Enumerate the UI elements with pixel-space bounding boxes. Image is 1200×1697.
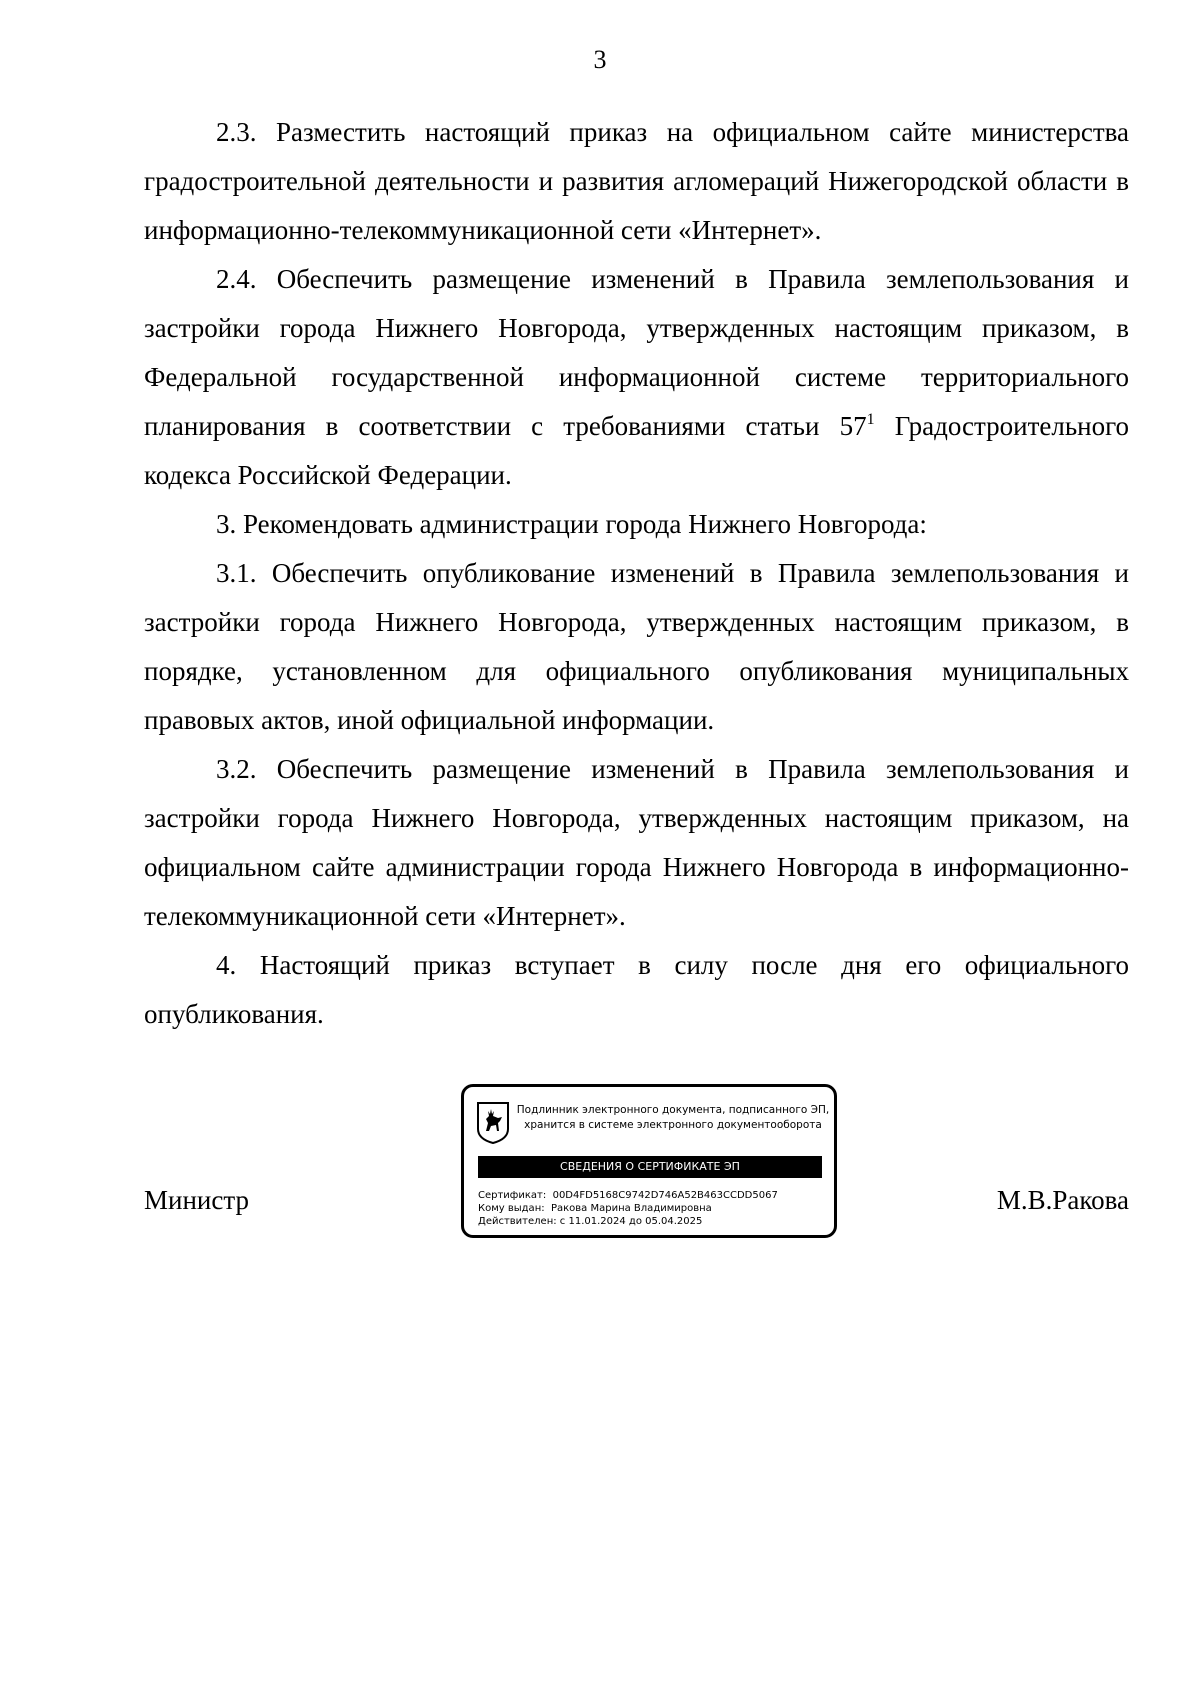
- issued-to-row: [478, 1202, 828, 1215]
- page-number: 3: [593, 45, 607, 74]
- issued-to-value: Ракова Марина Владимировна: [550, 1203, 712, 1214]
- certificate-info-bar: СВЕДЕНИЯ О СЕРТИФИКАТЕ ЭП: [478, 1156, 822, 1178]
- certificate-label: Сертификат:: [478, 1190, 547, 1201]
- electronic-signature-stamp: [461, 1084, 837, 1238]
- paragraph-4: 4. Настоящий приказ вступает в силу после дня его официального опубликования.: [144, 950, 1129, 1029]
- signatory-position: Министр: [144, 1185, 249, 1215]
- certificate-row: [478, 1189, 828, 1202]
- article-superscript: 1: [866, 411, 875, 428]
- certificate-details: [478, 1189, 828, 1228]
- valid-value: с 11.01.2024 до 05.04.2025: [559, 1216, 703, 1227]
- stamp-header: [516, 1103, 830, 1133]
- paragraph-2-4-text-end: Градостроительного кодекса Российской Федерации.: [144, 411, 1129, 490]
- paragraph-2-4: [144, 255, 1129, 500]
- valid-row: [478, 1215, 828, 1228]
- issued-to-label: Кому выдан:: [478, 1203, 545, 1214]
- deer-coat-of-arms-icon: [476, 1101, 510, 1145]
- stamp-header-line-1: Подлинник электронного документа, подписанного ЭП,: [516, 1104, 830, 1116]
- paragraph-2-4-text: 2.4. Обеспечить размещение изменений в Правила землепользования и застройки города Нижнего Новгорода, утвержденных настоящим приказом, в Федеральной государственной информационной системе территориального планирования в соответствии с требованиями статьи 57: [144, 264, 1129, 441]
- valid-label: Действителен:: [478, 1216, 557, 1227]
- stamp-header-line-2: хранится в системе электронного документооборота: [524, 1119, 822, 1131]
- paragraph-3-2: 3.2. Обеспечить размещение изменений в Правила землепользования и застройки города Нижнего Новгорода, утвержденных настоящим приказом, на официальном сайте администрации города Нижнего Новгорода в информационно-телекоммуникационной сети «Интернет».: [144, 754, 1129, 931]
- paragraph-3: 3. Рекомендовать администрации города Нижнего Новгорода:: [216, 509, 927, 539]
- signatory-name: М.В.Ракова: [996, 1185, 1129, 1215]
- paragraph-2-3: 2.3. Разместить настоящий приказ на официальном сайте министерства градостроительной деятельности и развития агломераций Нижегородской области в информационно-телекоммуникационной сети «Интернет».: [144, 117, 1129, 245]
- paragraph-3-1: 3.1. Обеспечить опубликование изменений в Правила землепользования и застройки города Нижнего Новгорода, утвержденных настоящим приказом, в порядке, установленном для официального опубликования муниципальных правовых актов, иной официальной информации.: [144, 558, 1129, 735]
- document-body: [144, 108, 1129, 1039]
- certificate-value: 00D4FD5168C9742D746A52B463CCDD5067: [552, 1190, 778, 1201]
